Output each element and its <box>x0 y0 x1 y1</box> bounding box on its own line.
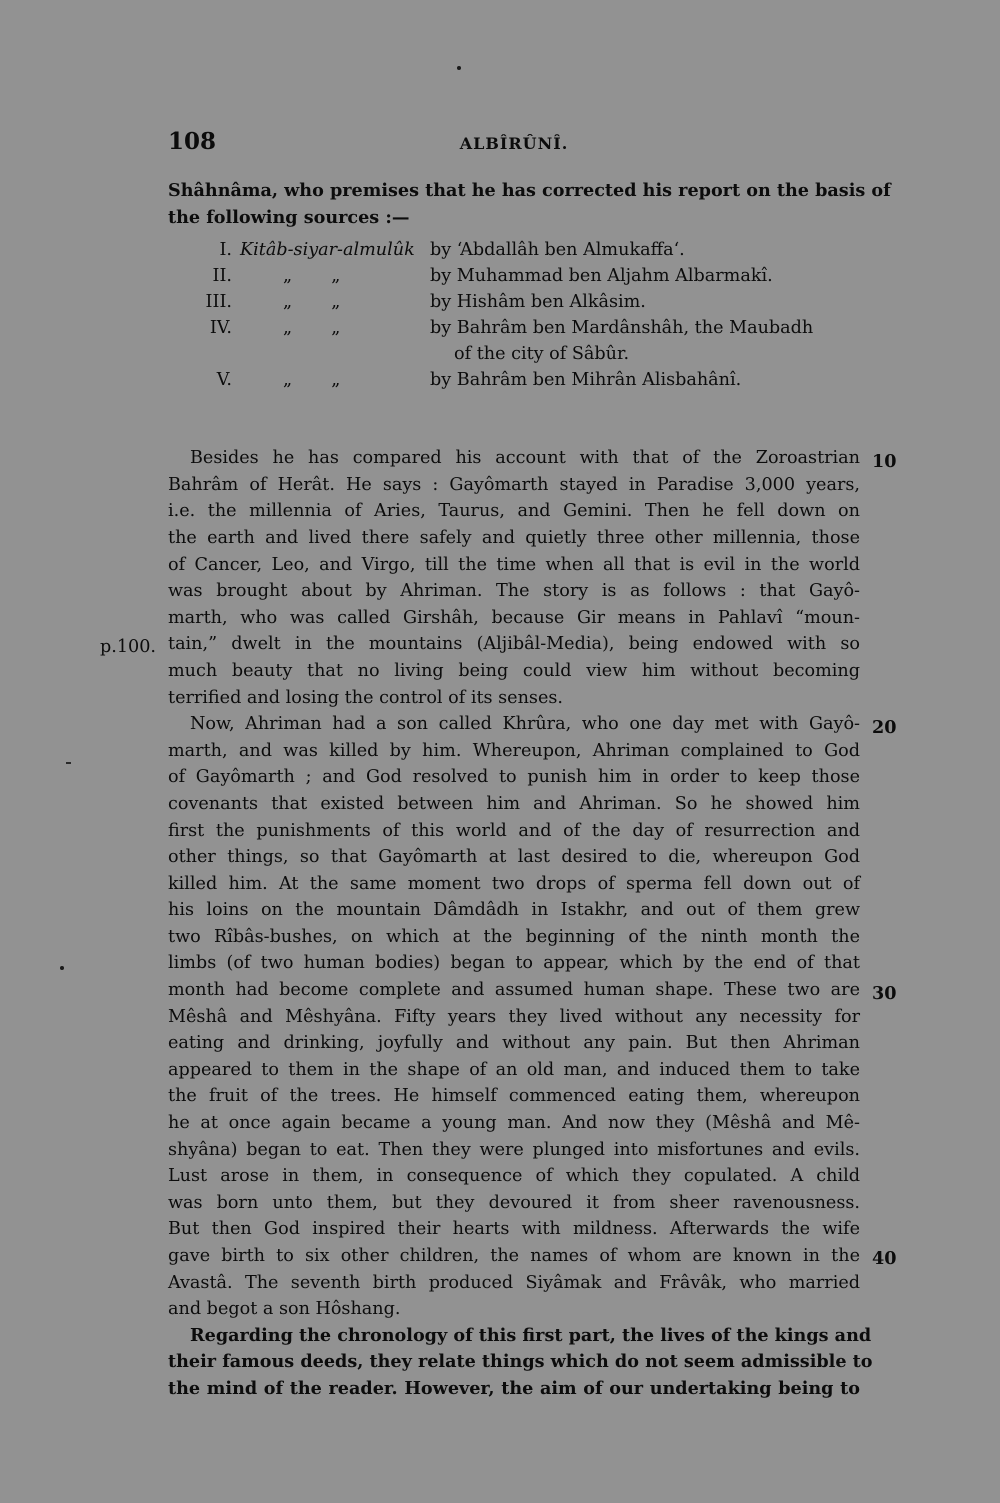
scan-speck <box>457 66 461 70</box>
text-line: their famous deeds, they relate things which do not seem admissible to <box>168 1351 873 1373</box>
text-line: appeared to them in the shape of an old man, and induced them to take <box>168 1059 860 1080</box>
list-item <box>168 263 860 289</box>
ditto-marks: „ „ <box>283 370 341 391</box>
page-number: 108 <box>168 128 217 155</box>
page-header <box>168 128 860 158</box>
source-author: by Bahrâm ben Mardânshâh, the Maubadh <box>430 318 814 339</box>
list-number: V. <box>216 370 232 391</box>
text-line: Mêshâ and Mêshyâna. Fifty years they lived without any necessity for <box>168 1006 860 1027</box>
text-line: his loins on the mountain Dâmdâdh in Istakhr, and out of them grew <box>168 900 860 921</box>
text-line: terrified and losing the control of its senses. <box>168 687 563 708</box>
source-author: by ‘Abdallâh ben Almukaffa‘. <box>430 240 685 261</box>
text-line: the fruit of the trees. He himself commenced eating them, whereupon <box>168 1086 860 1107</box>
text-line: tain,” dwelt in the mountains (Aljibâl-Media), being endowed with so <box>168 634 860 655</box>
text-line: of Cancer, Leo, and Virgo, till the time when all that is evil in the world <box>168 554 860 575</box>
ditto-marks: „ „ <box>283 318 341 339</box>
margin-line-number: 20 <box>872 717 897 738</box>
margin-line-number: 30 <box>872 983 897 1004</box>
source-title: Kitâb-siyar-almulûk <box>240 240 415 261</box>
list-number: III. <box>205 292 232 313</box>
ditto-marks: „ „ <box>283 266 341 287</box>
source-author: by Bahrâm ben Mihrân Alisbahânî. <box>430 370 742 391</box>
text-line: Shâhnâma, who premises that he has corrected his report on the basis of <box>168 180 891 201</box>
list-number: II. <box>212 266 232 287</box>
text-line: But then God inspired their hearts with mildness. Afterwards the wife <box>168 1219 860 1240</box>
text-line: eating and drinking, joyfully and without any pain. But then Ahriman <box>168 1033 860 1054</box>
intro-paragraph <box>168 178 891 231</box>
text-line: i.e. the millennia of Aries, Taurus, and Gemini. Then he fell down on <box>168 501 860 522</box>
text-line: was brought about by Ahriman. The story is as follows : that Gayô- <box>168 581 860 602</box>
text-line: Besides he has compared his account with that of the Zoroastrian <box>190 448 860 469</box>
text-line: marth, and was killed by him. Whereupon, Ahriman complained to God <box>168 740 860 761</box>
list-item <box>168 367 860 393</box>
scan-speck <box>60 966 64 970</box>
list-item <box>168 315 860 341</box>
text-line: killed him. At the same moment two drops of sperma fell down out of <box>168 873 860 894</box>
margin-line-number: 10 <box>872 451 897 472</box>
list-number: I. <box>219 240 232 261</box>
text-line: of Gayômarth ; and God resolved to punish him in order to keep those <box>168 767 860 788</box>
source-author: by Muhammad ben Aljahm Albarmakî. <box>430 266 773 287</box>
text-line: month had become complete and assumed human shape. These two are <box>168 980 860 1001</box>
paragraph-1 <box>168 445 860 711</box>
list-number: IV. <box>209 318 232 339</box>
text-line: the following sources :— <box>168 206 410 228</box>
text-line: much beauty that no living being could view him without becoming <box>168 660 860 681</box>
sources-list <box>168 231 860 445</box>
text-line: covenants that existed between him and Ahriman. So he showed him <box>168 793 860 814</box>
text-line: the earth and lived there safely and quietly three other millennia, those <box>168 527 860 548</box>
text-line: and begot a son Hôshang. <box>168 1299 401 1320</box>
text-line: first the punishments of this world and of the day of resurrection and <box>168 820 860 841</box>
text-line: the mind of the reader. However, the aim of our undertaking being to <box>168 1377 860 1399</box>
text-line: other things, so that Gayômarth at last desired to die, whereupon God <box>168 847 860 868</box>
text-line: two Rîbâs-bushes, on which at the beginning of the ninth month the <box>168 926 860 947</box>
text-line: limbs (of two human bodies) began to appear, which by the end of that <box>168 953 860 974</box>
text-line: Avastâ. The seventh birth produced Siyâmak and Frâvâk, who married <box>168 1272 860 1293</box>
margin-page-reference: p.100. <box>100 637 157 657</box>
ditto-marks: „ „ <box>283 292 341 313</box>
paragraph-3 <box>168 1323 873 1403</box>
text-line: gave birth to six other children, the names of whom are known in the <box>168 1246 860 1266</box>
margin-line-number: 40 <box>872 1248 897 1269</box>
text-line: shyâna) began to eat. Then they were plunged into misfortunes and evils. <box>168 1139 860 1160</box>
running-head: ALBÎRÛNÎ. <box>459 134 569 153</box>
text-line: marth, who was called Girshâh, because Gir means in Pahlavî “moun- <box>168 607 860 628</box>
text-line: Regarding the chronology of this first part, the lives of the kings and <box>190 1324 872 1346</box>
text-line: Now, Ahriman had a son called Khrûra, who one day met with Gayô- <box>190 714 860 735</box>
source-author: by Hishâm ben Alkâsim. <box>430 292 646 313</box>
text-line: he at once again became a young man. And now they (Mêshâ and Mê- <box>168 1113 860 1134</box>
list-item-continuation <box>168 341 860 367</box>
text-line: Bahrâm of Herât. He says : Gayômarth stayed in Paradise 3,000 years, <box>168 474 860 495</box>
paragraph-2 <box>168 711 860 1323</box>
list-item <box>168 237 860 263</box>
text-line: was born unto them, but they devoured it from sheer ravenousness. <box>168 1192 860 1213</box>
source-author-continued: of the city of Sâbûr. <box>454 344 630 365</box>
text-line: Lust arose in them, in consequence of which they copulated. A child <box>168 1166 860 1187</box>
scan-speck <box>66 762 71 764</box>
list-item <box>168 289 860 315</box>
